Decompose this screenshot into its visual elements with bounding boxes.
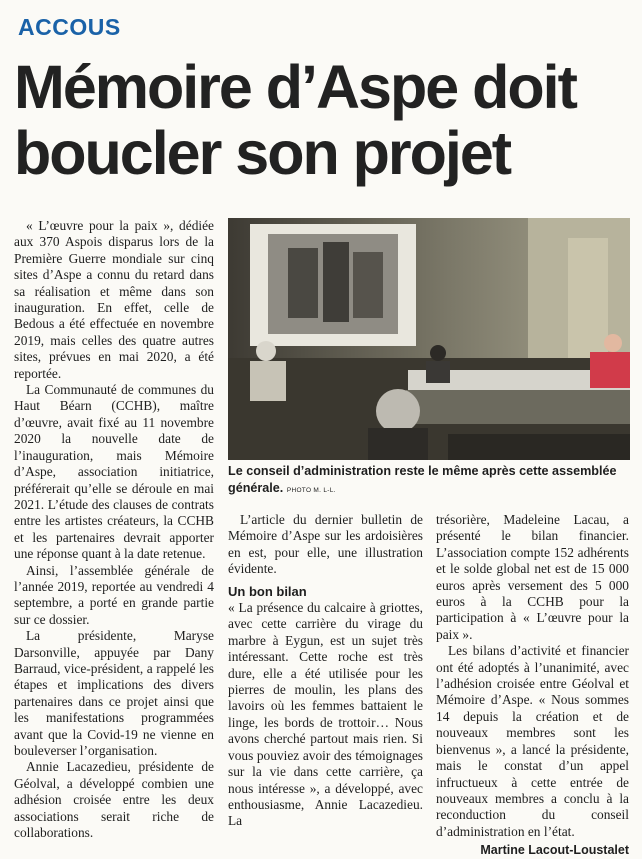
paragraph: L’article du dernier bulletin de Mémoire d’Aspe sur les ardoisières en est, pour elle, une illustration évidente.: [228, 512, 423, 577]
paragraph: « La présence du calcaire à griottes, avec cette carrière du virage du marbre à Eygun, est un sujet très intéressant. Cette roche est très dure, elle a été utilisée pour les pierres de moulin, les plans des lavoirs où les femmes battaient le linge, les bords de trottoir… Nous avons cherché partout mais rien. Si vous pouviez avoir des témoignages sur la vie dans cette carrière, ça nous intéresse », a développé, avec enthousiasme, Annie Lacazedieu. La: [228, 600, 423, 829]
section-kicker: ACCOUS: [18, 14, 121, 40]
author-signature: Martine Lacout-Loustalet: [480, 843, 629, 858]
paragraph: Les bilans d’activité et financier ont été adoptés à l’unanimité, avec l’adhésion croisée entre Géolval et Mémoire d’Aspe. « Nous sommes 14 depuis la création et de nouveaux membres sont les bienvenus », a lancé la présidente, mais le constat d’un appel infructueux à cette entrée de nouveaux membres a conclu à la reconduction du conseil d’administration en l’état.: [436, 643, 629, 839]
paragraph: « L’œuvre pour la paix », dédiée aux 370 Aspois disparus lors de la Première Guerre mondiale sur cinq sites d’Aspe a connu du retard dans sa réalisation et même dans son inauguration. En effet, celle de Bedous a été effectuée en novembre 2019, mais celles des quatre autres sites, prévues en mai 2020, a été reportée.: [14, 218, 214, 381]
paragraph: La présidente, Maryse Darsonville, appuyée par Dany Barraud, vice-président, a rappelé les étapes et implications des divers partenaires dans ce projet ainsi que les manifestations programmées avant que la Covid-19 ne vienne en bouleverser l’organisation.: [14, 628, 214, 758]
caption-text: Le conseil d’administration reste le même après cette assemblée générale.: [228, 464, 617, 495]
article-column-1: [14, 218, 214, 841]
article-column-2: [228, 512, 423, 830]
paragraph: Annie Lacazedieu, présidente de Géolval, a développé combien une adhésion croisée entre les deux associations serait riche de collaborations.: [14, 759, 214, 841]
photo-credit: PHOTO M. L-L.: [286, 487, 336, 494]
article-headline: Mémoire d’Aspe doit boucler son projet: [14, 53, 576, 187]
photo-caption: [228, 463, 628, 499]
meeting-photo-illustration: [228, 218, 630, 460]
meeting-photo: [228, 218, 630, 460]
paragraph: Ainsi, l’assemblée générale de l’année 2019, reportée au vendredi 4 septembre, a porté en grande partie sur ce dossier.: [14, 562, 214, 627]
subheading: Un bon bilan: [228, 583, 307, 599]
article-column-3: [436, 512, 629, 859]
paragraph: trésorière, Madeleine Lacau, a présenté le bilan financier. L’association compte 152 adhérents et le solde global net est de 15 000 euros après versement des 5 000 euros à la CCHB pour la participation à « L’œuvre pour la paix ».: [436, 512, 629, 642]
paragraph: La Communauté de communes du Haut Béarn (CCHB), maître d’œuvre, avait fixé au 11 novembre 2020 la nouvelle date de l’inauguration, mais Mémoire d’Aspe, association initiatrice, préférerait qu’elle se déroule en mai 2021. L’étude des clauses de contrats entre les artistes créateurs, la CCHB et les partenaires devrait apporter une réponse quant à la date retenue.: [14, 382, 214, 562]
